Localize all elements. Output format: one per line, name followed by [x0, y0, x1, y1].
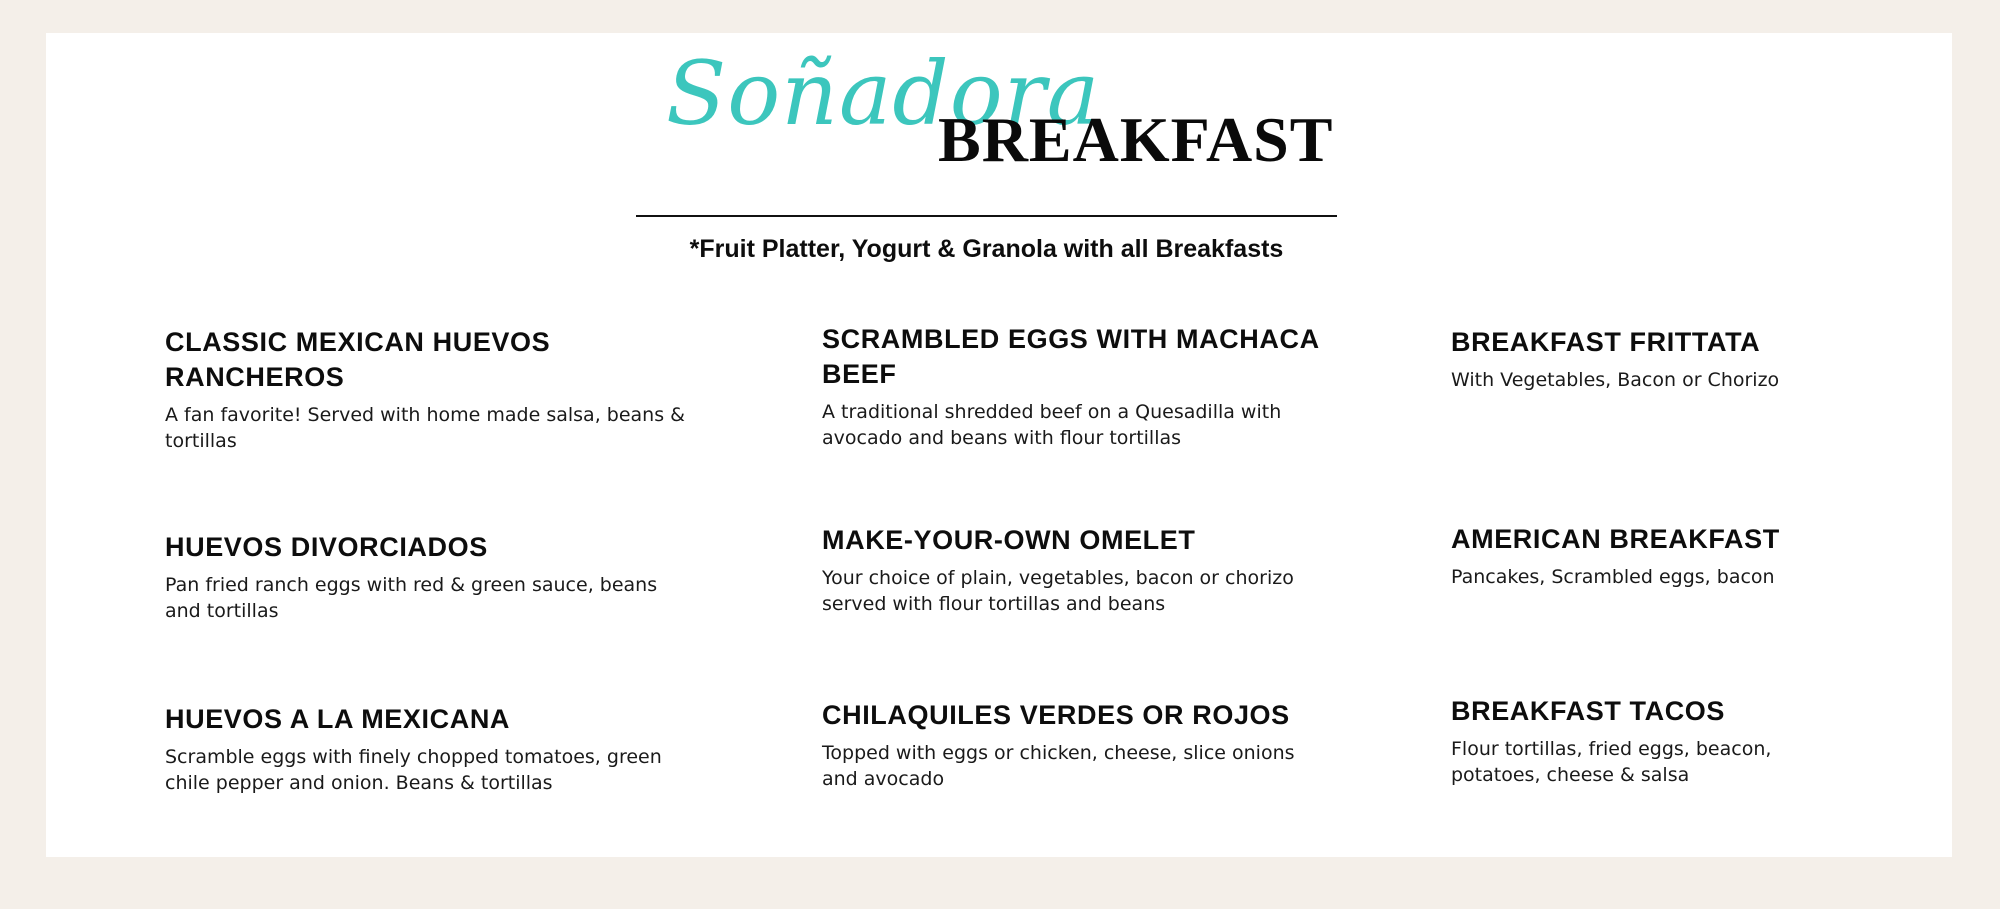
divider — [636, 215, 1337, 217]
menu-item — [1451, 694, 1851, 788]
menu-item — [165, 702, 685, 796]
menu-title: BREAKFAST — [938, 104, 1334, 175]
menu-item-description: A fan favorite! Served with home made salsa, beans & tortillas — [165, 404, 685, 452]
menu-item-title: HUEVOS A LA MEXICANA — [165, 704, 511, 734]
menu-item — [1451, 522, 1871, 590]
menu-item-description: Pancakes, Scrambled eggs, bacon — [1451, 566, 1775, 588]
menu-item-title: AMERICAN BREAKFAST — [1451, 524, 1780, 554]
menu-item-title: CLASSIC MEXICAN HUEVOS RANCHEROS — [165, 327, 551, 392]
menu-item — [1451, 325, 1871, 393]
menu-item-description: Pan fried ranch eggs with red & green sauce, beans and tortillas — [165, 574, 658, 622]
menu-item-description: Your choice of plain, vegetables, bacon or chorizo served with flour tortillas and beans — [822, 567, 1294, 615]
menu-item — [822, 523, 1322, 617]
menu-item-description: Scramble eggs with finely chopped tomatoes, green chile pepper and onion. Beans & tortillas — [165, 746, 662, 794]
brand-logo: Soñadora — [666, 42, 1101, 145]
menu-item-title: MAKE-YOUR-OWN OMELET — [822, 525, 1196, 555]
menu-item — [165, 530, 685, 624]
menu-subtitle: *Fruit Platter, Yogurt & Granola with all Breakfasts — [689, 235, 1284, 263]
menu-item-description: With Vegetables, Bacon or Chorizo — [1451, 369, 1780, 391]
menu-item-title: SCRAMBLED EGGS WITH MACHACA BEEF — [822, 324, 1319, 389]
menu-item-title: BREAKFAST FRITTATA — [1451, 327, 1761, 357]
menu-item-description: A traditional shredded beef on a Quesadilla with avocado and beans with flour tortillas — [822, 401, 1282, 449]
menu-item-title: HUEVOS DIVORCIADOS — [165, 532, 488, 562]
menu-item-description: Topped with eggs or chicken, cheese, slice onions and avocado — [822, 742, 1295, 790]
menu-item-description: Flour tortillas, fried eggs, beacon, potatoes, cheese & salsa — [1451, 738, 1772, 786]
menu-item — [165, 325, 685, 454]
menu-item — [822, 698, 1322, 792]
menu-item-title: BREAKFAST TACOS — [1451, 696, 1726, 726]
menu-item-title: CHILAQUILES VERDES OR ROJOS — [822, 700, 1290, 730]
menu-item — [822, 322, 1322, 451]
